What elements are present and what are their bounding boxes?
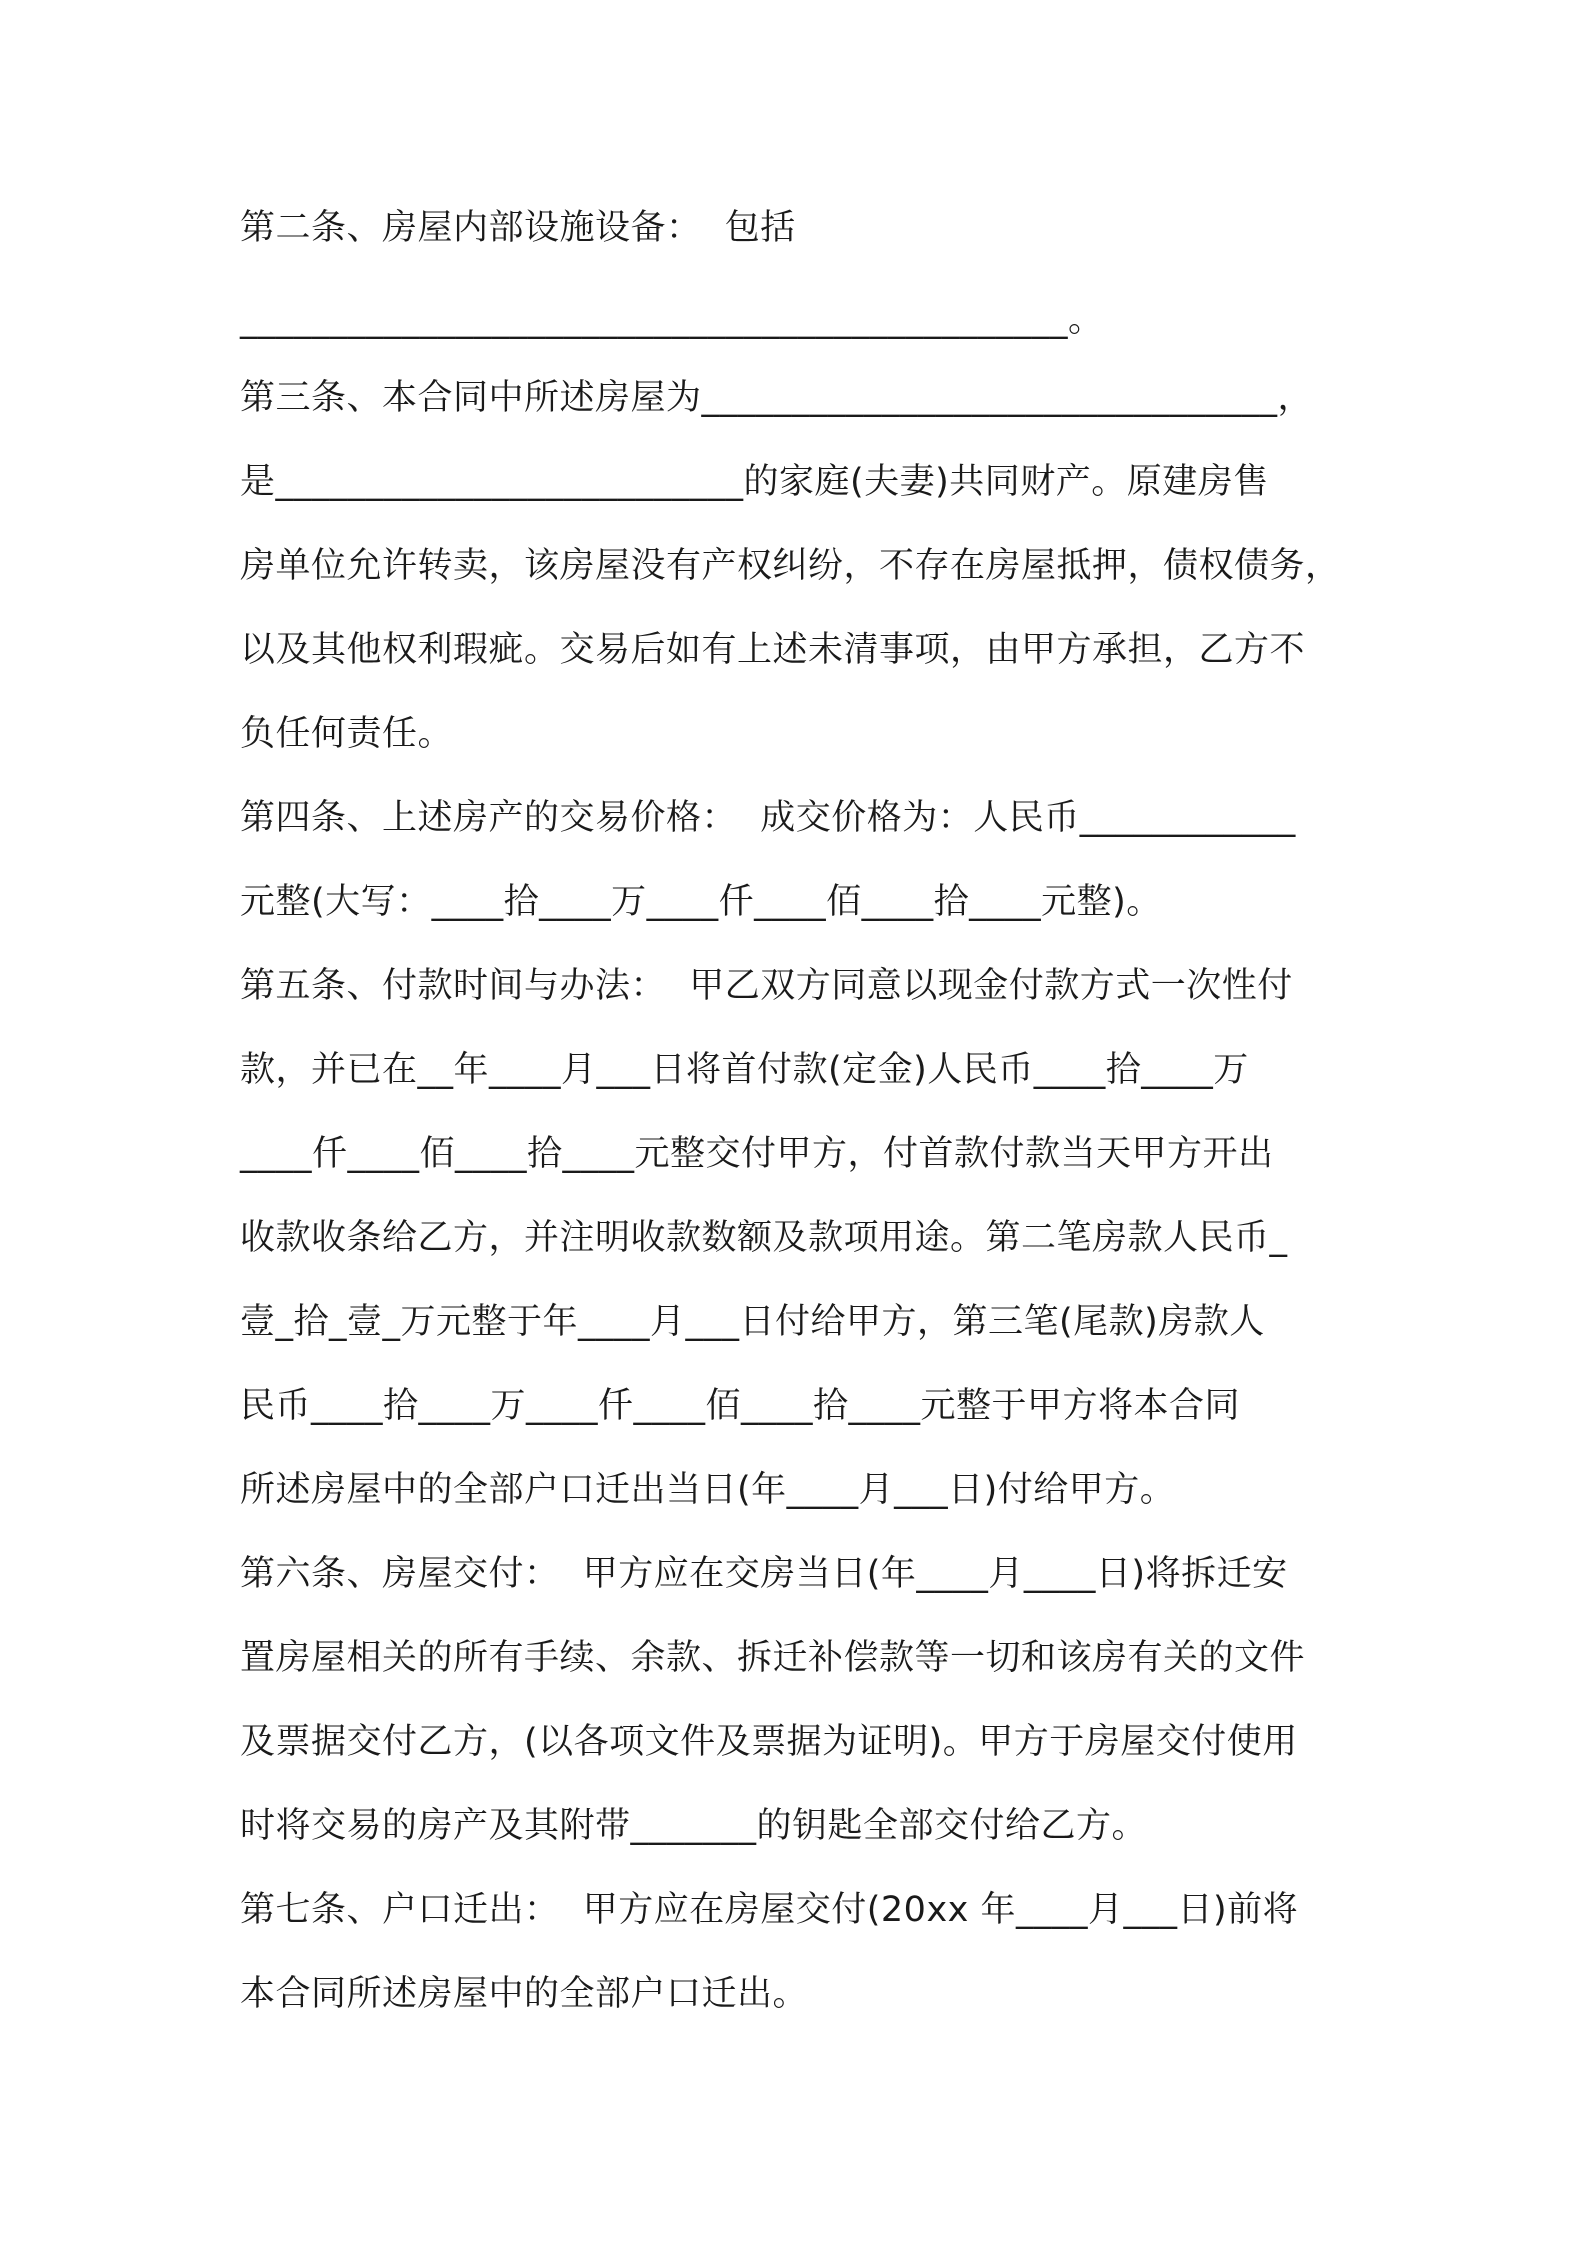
clause-3-line-1: 第三条、本合同中所述房屋为________________________________， xyxy=(240,378,1314,418)
clause-5-line-6: 民币____拾____万____仟____佰____拾____元整于甲方将本合同 xyxy=(240,1386,1241,1426)
clause-7-line-2: 本合同所述房屋中的全部户口迁出。 xyxy=(240,1974,809,2014)
clause-5-line-4: 收款收条给乙方，并注明收款数额及款项用途。第二笔房款人民币_ xyxy=(240,1218,1288,1258)
clause-4-line-2: 元整(大写：____拾____万____仟____佰____拾____元整)。 xyxy=(240,882,1162,922)
clause-5-line-2: 款，并已在__年____月___日将首付款(定金)人民币____拾____万 xyxy=(240,1050,1249,1090)
clause-5-line-5: 壹_拾_壹_万元整于年____月___日付给甲方，第三笔(尾款)房款人 xyxy=(240,1302,1265,1342)
clause-3-line-5: 负任何责任。 xyxy=(240,714,454,754)
clause-2-line-2: ______________________________________________。 xyxy=(240,300,1104,340)
clause-3-line-2: 是__________________________的家庭(夫妻)共同财产。原建房售 xyxy=(240,462,1269,502)
clause-4-line-1: 第四条、上述房产的交易价格： 成交价格为：人民币____________ xyxy=(240,798,1296,838)
clause-2-line-1: 第二条、房屋内部设施设备： 包括 xyxy=(240,208,796,248)
clause-5-line-1: 第五条、付款时间与办法： 甲乙双方同意以现金付款方式一次性付 xyxy=(240,966,1293,1006)
clause-6-line-3: 及票据交付乙方，(以各项文件及票据为证明)。甲方于房屋交付使用 xyxy=(240,1722,1298,1762)
clause-3-line-4: 以及其他权利瑕疵。交易后如有上述未清事项，由甲方承担，乙方不 xyxy=(240,630,1306,670)
clause-6-line-4: 时将交易的房产及其附带_______的钥匙全部交付给乙方。 xyxy=(240,1806,1148,1846)
clause-6-line-2: 置房屋相关的所有手续、余款、拆迁补偿款等一切和该房有关的文件 xyxy=(240,1638,1306,1678)
clause-7-line-1: 第七条、户口迁出： 甲方应在房屋交付(20xx 年____月___日)前将 xyxy=(240,1890,1299,1930)
clause-5-line-7: 所述房屋中的全部户口迁出当日(年____月___日)付给甲方。 xyxy=(240,1470,1176,1510)
clause-3-line-3: 房单位允许转卖，该房屋没有产权纠纷，不存在房屋抵押，债权债务， xyxy=(240,546,1341,586)
clause-6-line-1: 第六条、房屋交付： 甲方应在交房当日(年____月____日)将拆迁安 xyxy=(240,1554,1288,1594)
clause-5-line-3: ____仟____佰____拾____元整交付甲方，付首款付款当天甲方开出 xyxy=(240,1134,1274,1174)
